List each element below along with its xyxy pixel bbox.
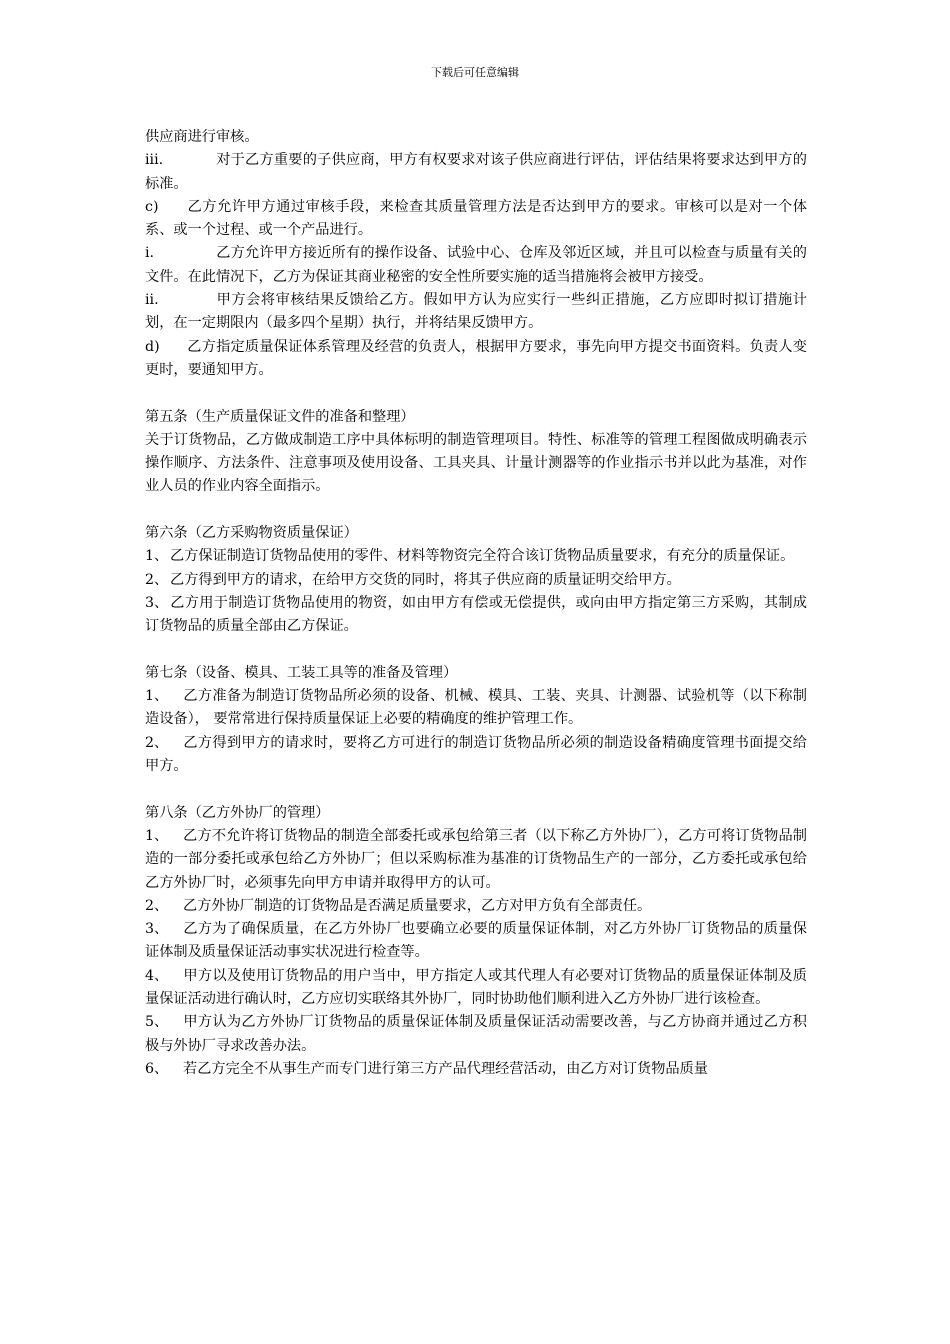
page-header	[0, 66, 950, 80]
document-body	[145, 126, 807, 1081]
clause-marker: ii.	[145, 292, 159, 309]
list-item-text: 乙方外协厂制造的订货物品是否满足质量要求，乙方对甲方负有全部责任。	[183, 897, 652, 914]
list-item-marker: 3、	[145, 921, 169, 938]
list-item-marker: 2、	[145, 571, 169, 588]
spacer	[145, 639, 807, 662]
clause-text: 甲方会将审核结果反馈给乙方。假如甲方认为应实行一些纠正措施，乙方应即时拟订措施计划，在一定期限内（最多四个星期）执行，并将结果反馈甲方。	[145, 292, 807, 332]
clause-marker: d)	[145, 338, 160, 355]
clause-marker: iii.	[145, 152, 164, 169]
list-item-text: 乙方得到甲方的请求时，要将乙方可进行的制造订货物品所必须的制造设备精确度管理书面提交给甲方。	[145, 734, 807, 775]
list-item-marker: 6、	[145, 1060, 169, 1077]
clause-text: 乙方指定质量保证体系管理及经营的负责人，根据甲方要求，事先向甲方提交书面资料。负责人变更时，要通知甲方。	[145, 338, 807, 378]
list-item	[145, 732, 807, 779]
list-item	[145, 918, 807, 965]
list-item	[145, 685, 807, 732]
download-note: 下载后可任意编辑	[431, 66, 519, 79]
list-item-marker: 4、	[145, 967, 169, 984]
clause-text: 乙方允许甲方接近所有的操作设备、试验中心、仓库及邻近区域，并且可以检查与质量有关的文件。在此情况下，乙方为保证其商业秘密的安全性所要实施的适当措施将会被甲方接受。	[145, 245, 807, 285]
clause-iii	[145, 149, 807, 196]
list-item-text: 乙方准备为制造订货物品所必须的设备、机械、模具、工装、夹具、计测器、试验机等（以下称制造设备）， 要常常进行保持质量保证上必要的精确度的维护管理工作。	[145, 688, 807, 728]
paragraph-supplier-audit: 供应商进行审核。	[145, 129, 259, 145]
clause-marker: c)	[145, 198, 159, 215]
list-item-marker: 2、	[145, 897, 169, 914]
list-item-text: 乙方不允许将订货物品的制造全部委托或承包给第三者（以下称乙方外协厂），乙方可将订货物品制造的一部分委托或承包给乙方外协厂；但以采购标准为基准的订货物品生产的一部分，乙方委托或承包给乙方外协厂时，必须事先向甲方申请并取得甲方的认可。	[145, 827, 807, 891]
article-5-title: 第五条（生产质量保证文件的准备和整理）	[145, 408, 415, 425]
spacer	[145, 778, 807, 801]
list-item-marker: 3、	[145, 594, 169, 611]
list-item-marker: 1、	[145, 827, 169, 844]
article-7-title: 第七条（设备、模具、工装工具等的准备及管理）	[145, 664, 458, 681]
article-8-title: 第八条（乙方外协厂的管理）	[145, 804, 330, 821]
clause-text: 对于乙方重要的子供应商，甲方有权要求对该子供应商进行评估，评估结果将要求达到甲方的标准。	[145, 152, 807, 192]
spacer	[145, 499, 807, 522]
clause-ii	[145, 289, 807, 336]
list-item	[145, 569, 807, 592]
clause-i	[145, 242, 807, 289]
list-item-text: 乙方保证制造订货物品使用的零件、材料等物资完全符合该订货物品质量要求，有充分的质量保证。	[170, 548, 795, 565]
clause-text: 乙方允许甲方通过审核手段，来检查其质量管理方法是否达到甲方的要求。审核可以是对一个体系、或一个过程、或一个产品进行。	[145, 198, 807, 239]
list-item-text: 乙方为了确保质量，在乙方外协厂也要确立必要的质量保证体制，对乙方外协厂订货物品的质量保证体制及质量保证活动事实状况进行检查等。	[145, 921, 807, 961]
clause-d	[145, 336, 807, 383]
list-item	[145, 965, 807, 1012]
list-item-text: 甲方以及使用订货物品的用户当中，甲方指定人或其代理人有必要对订货物品的质量保证体制及质量保证活动进行确认时，乙方应切实联络其外协厂，同时协助他们顺利进入乙方外协厂进行该检查。	[145, 967, 807, 1007]
clause-marker: i.	[145, 245, 155, 262]
list-item-text: 乙方用于制造订货物品使用的物资，如由甲方有偿或无偿提供，或向由甲方指定第三方采购，其制成订货物品的质量全部由乙方保证。	[145, 594, 807, 635]
list-item	[145, 1011, 807, 1058]
spacer	[145, 382, 807, 405]
list-item-text: 若乙方完全不从事生产而专门进行第三方产品代理经营活动，由乙方对订货物品质量	[183, 1060, 708, 1077]
list-item	[145, 895, 807, 918]
article-6-title: 第六条（乙方采购物资质量保证）	[145, 525, 358, 542]
list-item-marker: 1、	[145, 548, 169, 565]
article-5-text: 关于订货物品，乙方做成制造工序中具体标明的制造管理项目。特性、标准等的管理工程图做成明确表示操作顺序、方法条件、注意事项及使用设备、工具夹具、计量计测器等的作业指示书并以此为基准，对作业人员的作业内容全面指示。	[145, 431, 807, 495]
list-item-text: 甲方认为乙方外协厂订货物品的质量保证体制及质量保证活动需要改善，与乙方协商并通过乙方积极与外协厂寻求改善办法。	[145, 1014, 807, 1054]
list-item	[145, 1058, 807, 1081]
list-item	[145, 592, 807, 639]
list-item-marker: 1、	[145, 688, 169, 705]
list-item-marker: 5、	[145, 1014, 169, 1031]
list-item-marker: 2、	[145, 734, 169, 751]
list-item	[145, 545, 807, 568]
list-item	[145, 825, 807, 895]
list-item-text: 乙方得到甲方的请求，在给甲方交货的同时，将其子供应商的质量证明交给甲方。	[170, 571, 681, 588]
clause-c	[145, 196, 807, 243]
